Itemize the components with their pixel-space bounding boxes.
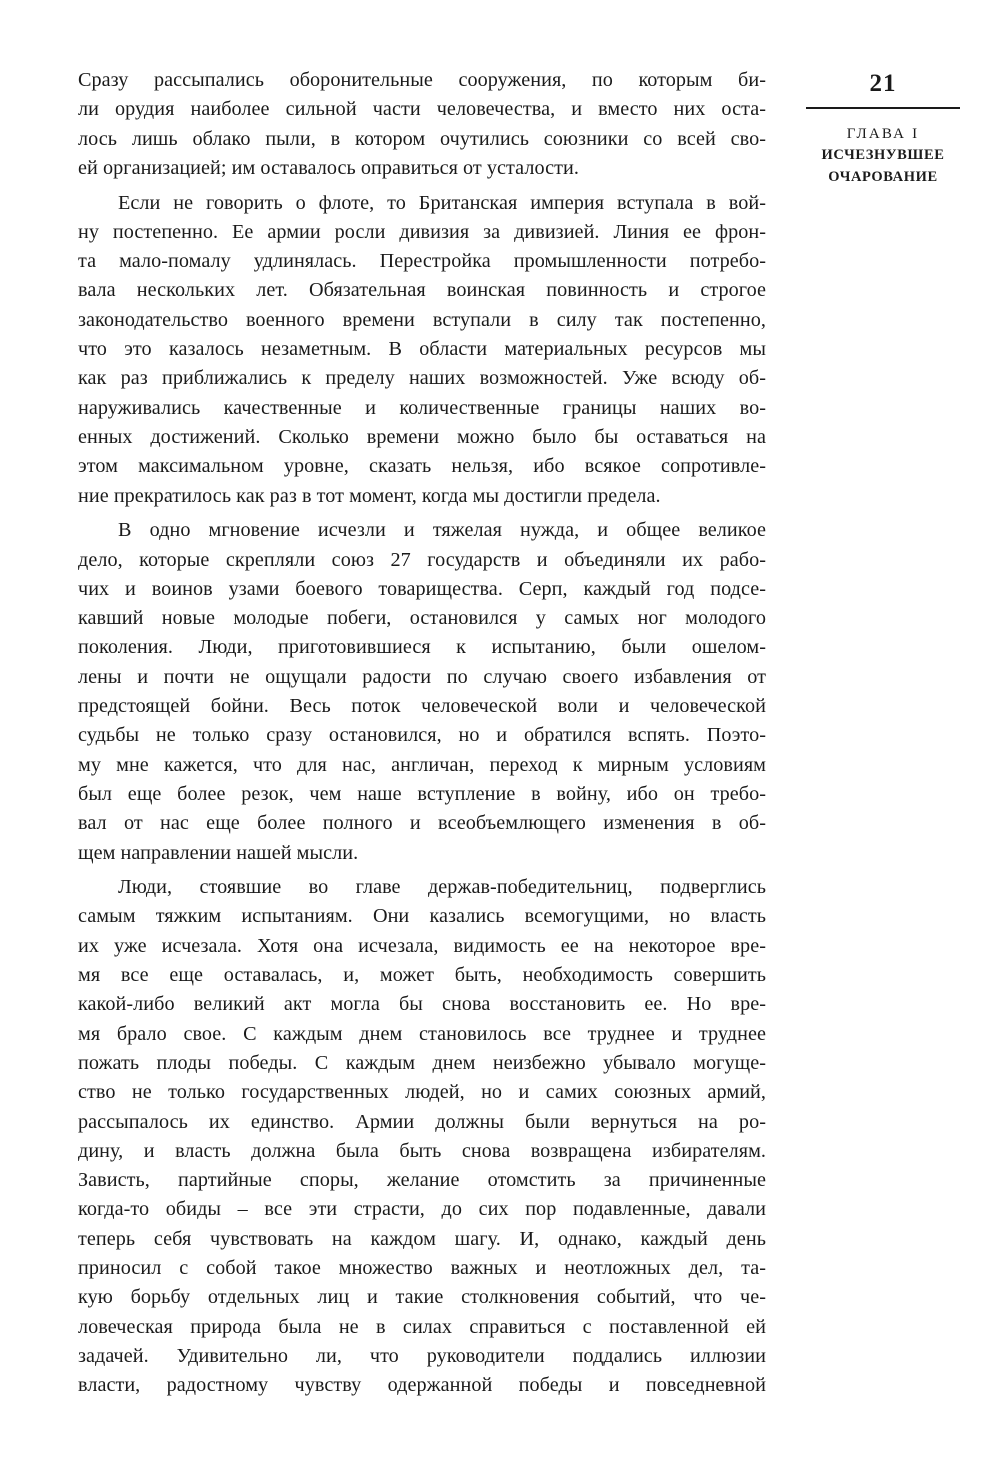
text-line: вал от нас еще более полного и всеобъемлющего изменения в об- [78,812,766,835]
paragraph-3 [78,516,766,868]
text-line: ние прекратилось как раз в тот момент, когда мы достигли предела. [78,484,661,507]
text-line: ство не только государственных людей, но и самих союзных армий, [78,1081,766,1104]
text-line: наруживались качественные и количественные границы наших во- [78,396,766,419]
text-line: енных достижений. Сколько времени можно было бы оставаться на [78,425,766,448]
text-line: самым тяжким испытаниям. Они казались всемогущими, но власть [78,905,766,928]
text-line: законодательство военного времени вступали в силу так постепенно, [78,308,766,331]
paragraph-1 [78,66,766,183]
text-line: ей организацией; им оставалось оправиться от усталости. [78,156,579,179]
text-line: му мне кажется, что для нас, англичан, переход к мирным условиям [78,753,766,776]
text-line: мя брало свое. С каждым днем становилось все труднее и труднее [78,1022,766,1045]
text-line: приносил с собой такое множество важных и неотложных дел, та- [78,1257,766,1280]
text-line: вала нескольких лет. Обязательная воинская повинность и строгое [78,279,766,302]
text-line: этом максимальном уровне, сказать нельзя, ибо всякое сопротивле- [78,455,766,478]
text-line: какой-либо великий акт могла бы снова восстановить ее. Но вре- [78,993,766,1016]
chapter-title-line: ОЧАРОВАНИЕ [828,169,938,185]
text-line: Люди, стоявшие во главе держав-победительниц, подверглись [118,876,766,899]
text-line: предстоящей бойни. Весь поток человеческой воли и человеческой [78,695,766,718]
text-line: ну постепенно. Ее армии росли дивизия за дивизией. Линия ее фрон- [78,220,766,243]
page-number: 21 [869,70,897,97]
chapter-title-line: ИСЧЕЗНУВШЕЕ [821,147,945,163]
text-line: был еще более резок, чем наше вступление в войну, ибо он требо- [78,782,766,805]
text-line: поколения. Люди, приготовившиеся к испытанию, были ошелом- [78,636,766,659]
text-line: теперь себя чувствовать на каждом шагу. И, однако, каждый день [78,1227,766,1250]
text-line: щем направлении нашей мысли. [78,841,359,864]
text-line: ли орудия наиболее сильной части человечества, и вместо них оста- [78,98,766,121]
text-line: ловеческая природа была не в силах справиться с поставленной ей [78,1315,766,1338]
text-line: лены и почти не ощущали радости по случаю своего избавления от [78,665,766,688]
text-line: Сразу рассыпались оборонительные сооружения, по которым би- [78,69,766,91]
text-line: дело, которые скрепляли союз 27 государств и объединяли их рабо- [78,548,766,571]
body-text [78,66,766,1406]
text-line: кавший новые молодые побеги, остановился у самых ног молодого [78,607,766,630]
running-header [806,66,960,188]
text-line: В одно мгновение исчезли и тяжелая нужда, и общее великое [118,519,766,542]
text-line: пожать плоды победы. С каждым днем неизбежно убывало могуще- [78,1051,766,1074]
text-line: кую борьбу отдельных лиц и такие столкновения событий, что че- [78,1286,766,1309]
paragraph-2 [78,189,766,511]
text-line: судьбы не только сразу остановился, но и обратился вспять. Поэто- [78,724,766,747]
header-rule [806,107,960,109]
text-line: власти, радостному чувству одержанной победы и повседневной [78,1374,766,1397]
text-line: чих и воинов узами боевого товарищества. Серп, каждый год подсе- [78,577,766,600]
text-line: лось лишь облако пыли, в котором очутились союзники со всей сво- [78,127,766,150]
text-line: Зависть, партийные споры, желание отомстить за причиненные [78,1169,766,1192]
text-line: дину, и власть должна была быть снова возвращена избирателям. [78,1139,766,1162]
chapter-label: ГЛАВА I [846,126,920,142]
text-line: рассыпалось их единство. Армии должны были вернуться на ро- [78,1110,766,1133]
text-line: Если не говорить о флоте, то Британская империя вступала в вой- [118,191,766,214]
text-line: когда-то обиды – все эти страсти, до сих пор подавленные, давали [78,1198,766,1221]
text-line: задачей. Удивительно ли, что руководители поддались иллюзии [78,1344,766,1367]
text-line: мя все еще оставалась, и, может быть, необходимость совершить [78,964,766,987]
text-line: та мало-помалу удлинялась. Перестройка промышленности потребо- [78,250,766,273]
text-line: как раз приближались к пределу наших возможностей. Уже всюду об- [78,367,766,390]
text-line: их уже исчезала. Хотя она исчезала, видимость ее на некоторое вре- [78,934,766,957]
text-line: что это казалось незаметным. В области материальных ресурсов мы [78,338,766,361]
paragraph-4 [78,873,766,1400]
